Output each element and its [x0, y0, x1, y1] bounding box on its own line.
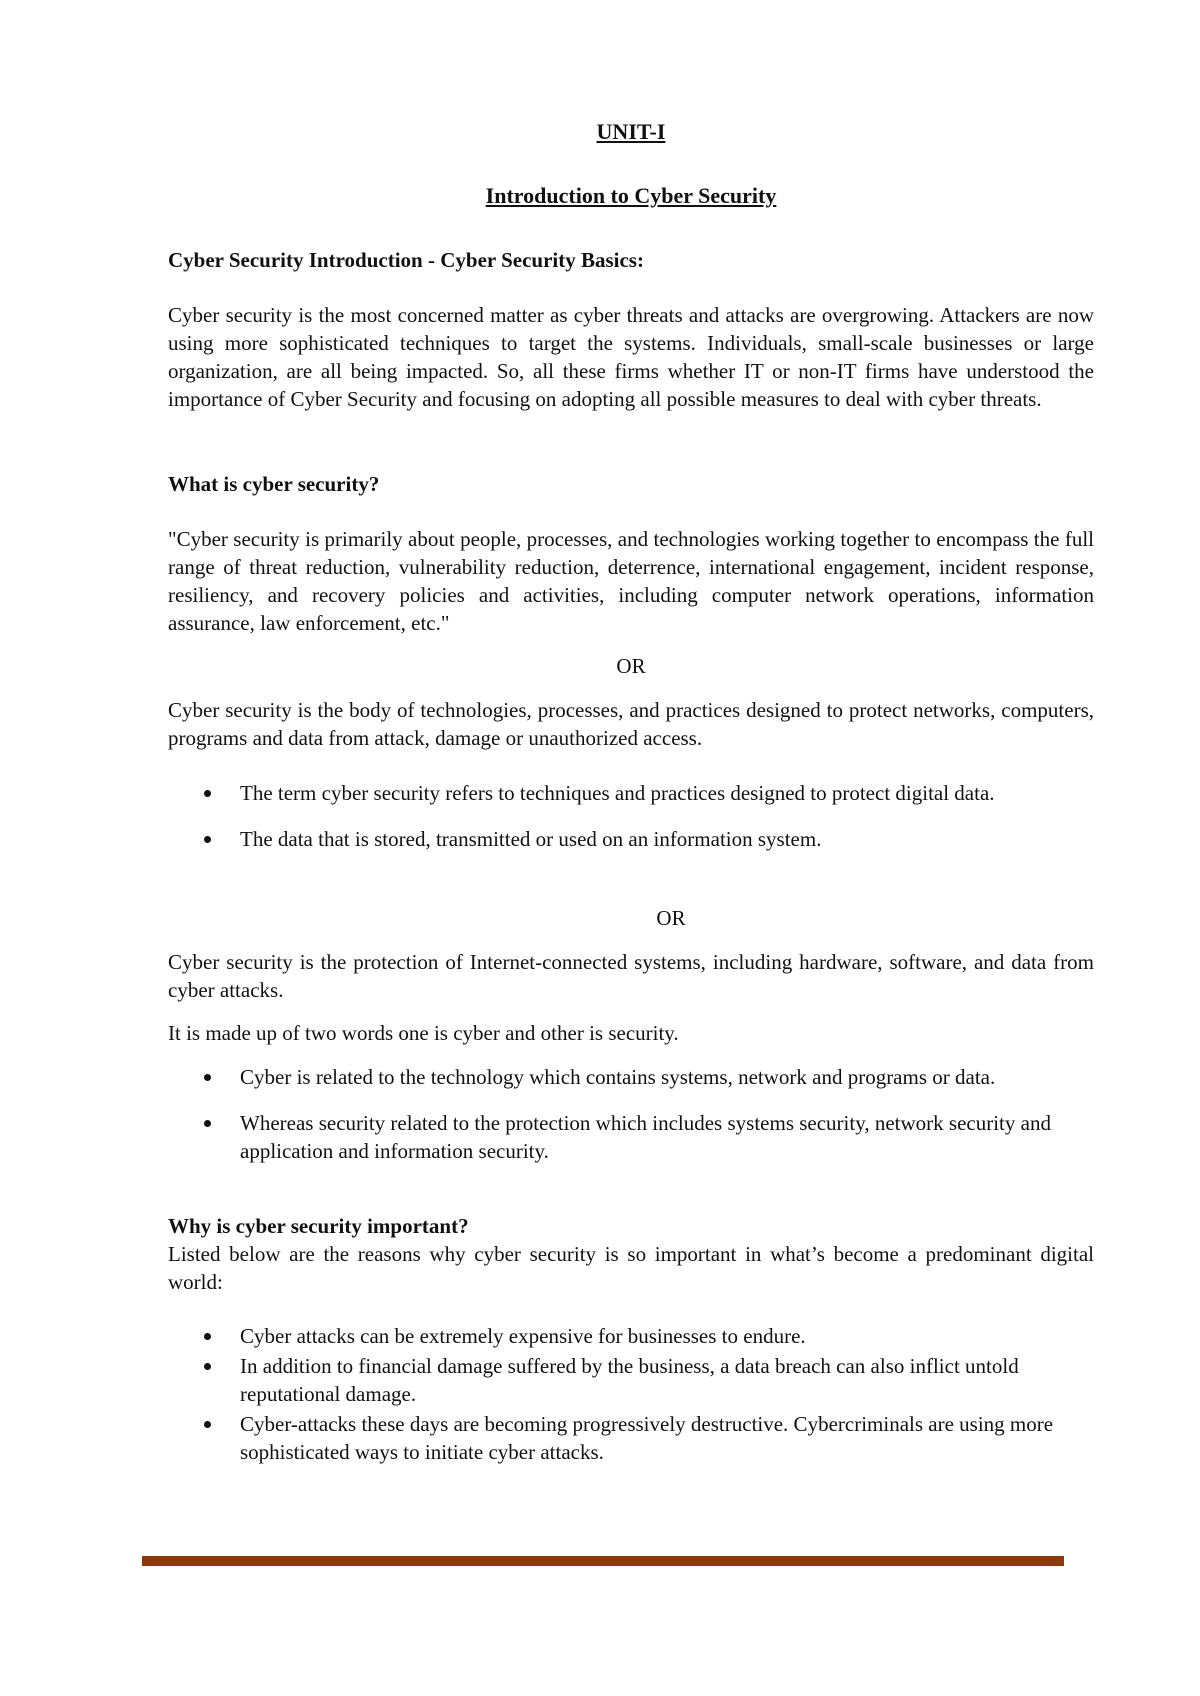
or-separator-2: OR [656, 906, 686, 930]
bullet-list-1 [168, 779, 1094, 871]
bullet-icon [204, 836, 211, 843]
list-item: Cyber-attacks these days are becoming progressively destructive. Cybercriminals are using more sophisticated ways to initiate cyber attacks. [168, 1410, 1094, 1466]
list-item: Cyber attacks can be extremely expensive for businesses to endure. [168, 1322, 1094, 1350]
body-paragraph: Cyber security is the body of technologies, processes, and practices designed to protect networks, computers, programs and data from attack, damage or unauthorized access. [168, 698, 1094, 750]
section-heading-intro: Cyber Security Introduction - Cyber Security Basics: [168, 248, 644, 272]
list-item: The term cyber security refers to techniques and practices designed to protect digital data. [168, 779, 1094, 807]
section-heading-why: Why is cyber security important? [168, 1214, 469, 1238]
bullet-icon [204, 1074, 211, 1081]
two-words-paragraph: It is made up of two words one is cyber and other is security. [168, 1021, 679, 1045]
unit-title: UNIT-I [596, 119, 666, 144]
section-heading-what: What is cyber security? [168, 472, 380, 496]
document-page [168, 0, 1094, 1696]
bullet-icon [204, 790, 211, 797]
page-title: Introduction to Cyber Security [485, 183, 777, 208]
footer-rule [142, 1556, 1064, 1566]
bullet-list-2 [168, 1063, 1094, 1183]
list-item: Cyber is related to the technology which contains systems, network and programs or data. [168, 1063, 1094, 1091]
or-separator-1: OR [616, 654, 646, 678]
list-item: Whereas security related to the protection which includes systems security, network security and application and information security. [168, 1109, 1094, 1165]
bullet-icon [204, 1363, 211, 1370]
list-item: The data that is stored, transmitted or used on an information system. [168, 825, 1094, 853]
bullet-list-3 [168, 1322, 1094, 1468]
bullet-icon [204, 1421, 211, 1428]
quote-paragraph: "Cyber security is primarily about people, processes, and technologies working together to encompass the full range of threat reduction, vulnerability reduction, deterrence, international engagement, incident response, resiliency, and recovery policies and activities, including computer network operations, information assurance, law enforcement, etc." [168, 527, 1094, 635]
bullet-icon [204, 1120, 211, 1127]
list-item: In addition to financial damage suffered by the business, a data breach can also inflict untold reputational damage. [168, 1352, 1094, 1408]
intro-paragraph: Cyber security is the most concerned matter as cyber threats and attacks are overgrowing. Attackers are now using more sophisticated techniques to target the systems. Individuals, small-scale businesses or large organization, are all being impacted. So, all these firms whether IT or non-IT firms have understood the importance of Cyber Security and focusing on adopting all possible measures to deal with cyber threats. [168, 303, 1094, 411]
why-paragraph: Listed below are the reasons why cyber security is so important in what’s become a predominant digital world: [168, 1242, 1094, 1294]
bullet-icon [204, 1333, 211, 1340]
protection-paragraph: Cyber security is the protection of Internet-connected systems, including hardware, software, and data from cyber attacks. [168, 950, 1094, 1002]
